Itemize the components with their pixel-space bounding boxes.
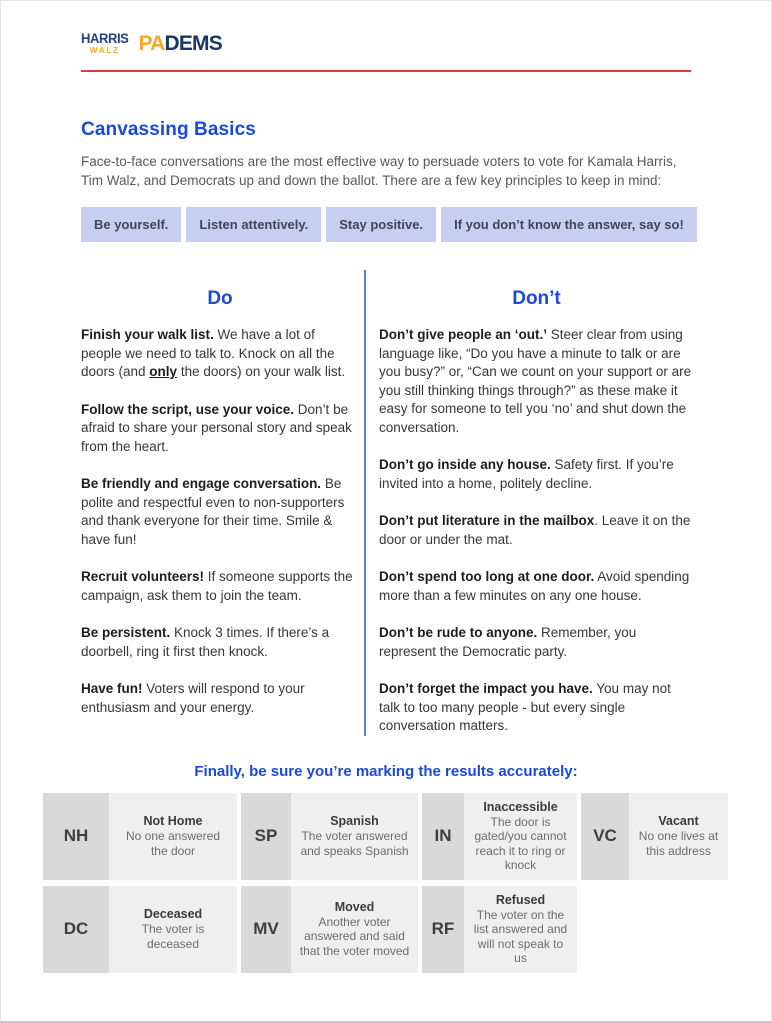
result-description: No one lives at this address (638, 829, 719, 858)
harris-wordmark: HARRIS (81, 30, 129, 47)
do-item-lead: Have fun! (81, 681, 143, 696)
dont-item-body: . Leave it on the door or under the mat. (379, 513, 691, 547)
dont-item-inside-house (379, 456, 694, 493)
result-desc-cell (629, 793, 728, 880)
padems-dems-wordmark: DEMS (164, 31, 222, 55)
do-item-body: If someone supports the campaign, ask them to join the team. (81, 569, 353, 603)
result-desc-cell (291, 793, 418, 880)
do-heading: Do (207, 288, 233, 309)
result-description: The voter answered and speaks Spanish (300, 829, 409, 858)
result-pair-vacant (581, 793, 728, 880)
result-code-cell: RF (422, 886, 464, 973)
walz-wordmark: WALZ (89, 44, 120, 55)
result-description: The voter is deceased (141, 922, 205, 951)
result-description: Another voter answered and said that the voter moved (299, 914, 410, 958)
dont-item-body: Steer clear from using language like, “Do you have a minute to talk or are you busy?” or, “Can we count on your support or are you still thinking things through?” as these make it easy for someone to tell you ‘no’ and shut down the conversation. (379, 327, 692, 435)
do-item-have-fun (81, 680, 359, 717)
do-item-recruit (81, 568, 359, 605)
logo-row (81, 28, 691, 58)
principle-pill-say-so: If you don’t know the answer, say so! (441, 207, 697, 242)
result-pair-not-home (43, 793, 237, 880)
dont-item-lead: Don’t put literature in the mailbox (379, 513, 595, 528)
result-title: Vacant (658, 814, 699, 828)
dont-item-body: Avoid spending more than a few minutes on any one house. (379, 569, 690, 603)
result-empty-slot (581, 886, 728, 973)
dont-item-rude (379, 624, 694, 661)
padems-pa-wordmark: PA (138, 31, 165, 55)
principle-pill-be-yourself: Be yourself. (81, 207, 181, 242)
dont-item-body: You may not talk to too many people - but every single conversation matters. (379, 681, 671, 733)
do-item-lead: Be friendly and engage conversation. (81, 476, 322, 491)
do-item-body: Be polite and respectful even to non-supporters and thank everyone for their time. Smile & have fun! (81, 476, 345, 547)
result-code-cell: DC (43, 886, 109, 973)
dont-item-lead: Don’t spend too long at one door. (379, 569, 595, 584)
results-table (43, 793, 726, 973)
main-content (81, 119, 694, 736)
result-pair-refused (422, 886, 577, 973)
dont-item-lead: Don’t go inside any house. (379, 457, 551, 472)
result-code-cell: SP (241, 793, 291, 880)
do-item-lead: Recruit volunteers! (81, 569, 205, 584)
dont-item-lead: Don’t be rude to anyone. (379, 625, 538, 640)
principle-pill-positive: Stay positive. (326, 207, 436, 242)
do-column (81, 270, 359, 736)
result-pair-moved (241, 886, 418, 973)
result-code-cell: NH (43, 793, 109, 880)
intro-text: Face-to-face conversations are the most effective way to persuade voters to vote for Kamala Harris, Tim Walz, and Democrats up and down the ballot. There are a few key principles to keep in mind: (81, 154, 677, 188)
principle-pills (81, 207, 694, 242)
result-title: Spanish (330, 814, 379, 828)
do-item-persistent (81, 624, 359, 661)
dont-item-lead: Don’t forget the impact you have. (379, 681, 593, 696)
result-title: Moved (334, 899, 375, 914)
dont-item-too-long (379, 568, 694, 605)
dont-heading: Don’t (512, 288, 561, 309)
header-rule (81, 70, 691, 72)
result-pair-inaccessible (422, 793, 577, 880)
do-item-script (81, 401, 359, 457)
result-code-cell: MV (241, 886, 291, 973)
dont-item-lead: Don’t give people an ‘out.’ (379, 327, 548, 342)
result-title: Not Home (143, 814, 203, 828)
harris-walz-logo (81, 32, 128, 55)
result-desc-cell (464, 793, 577, 880)
padems-logo (138, 33, 222, 54)
result-desc-cell (109, 886, 237, 973)
dont-item-mailbox (379, 512, 694, 549)
result-description: No one answered the door (125, 829, 221, 858)
dont-item-out (379, 326, 694, 437)
result-title: Deceased (143, 907, 203, 921)
result-pair-deceased (43, 886, 237, 973)
result-desc-cell (291, 886, 418, 973)
result-code-cell: IN (422, 793, 464, 880)
principle-pill-listen: Listen attentively. (186, 207, 321, 242)
dont-item-body: Safety first. If you’re invited into a home, politely decline. (379, 457, 674, 491)
dont-item-body: Remember, you represent the Democratic party. (379, 625, 637, 659)
result-description: The door is gated/you cannot reach it to ring or knock (474, 814, 567, 872)
result-pair-spanish (241, 793, 418, 880)
do-dont-section (81, 268, 694, 736)
result-desc-cell (464, 886, 577, 973)
dont-column (366, 270, 694, 736)
do-item-lead: Finish your walk list. (81, 327, 214, 342)
header (1, 1, 771, 58)
page-title: Canvassing Basics (81, 119, 256, 140)
do-item-body: Knock 3 times. If there’s a doorbell, ring it first then knock. (81, 625, 330, 659)
dont-item-impact (379, 680, 694, 736)
results-heading: Finally, be sure you’re marking the results accurately: (194, 762, 578, 780)
result-title: Inaccessible (483, 799, 558, 814)
do-item-body: We have a lot of people we need to talk to. Knock on all the doors (and (81, 327, 335, 379)
result-code-cell: VC (581, 793, 629, 880)
result-description: The voter on the list answered and will not speak to us (473, 907, 568, 965)
result-title: Refused (495, 892, 546, 907)
do-item-body: Don’t be afraid to share your personal story and speak from the heart. (81, 401, 352, 454)
do-item-underlined-word: only (149, 364, 178, 379)
do-item-friendly (81, 475, 359, 549)
do-item-walk-list (81, 326, 359, 382)
do-item-body-tail: the doors) on your walk list. (177, 364, 346, 379)
do-item-body: Voters will respond to your enthusiasm and your energy. (81, 681, 305, 715)
do-item-lead: Be persistent. (81, 625, 171, 640)
result-desc-cell (109, 793, 237, 880)
do-item-lead: Follow the script, use your voice. (81, 401, 295, 417)
